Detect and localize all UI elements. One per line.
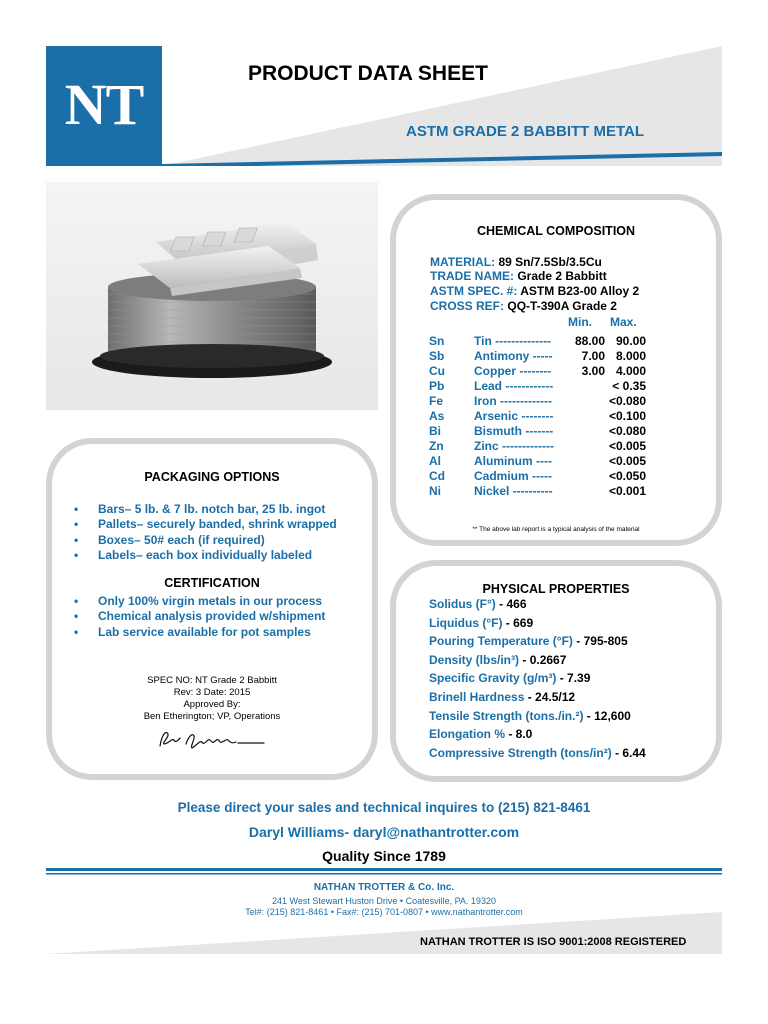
property-label: Brinell Hardness bbox=[429, 690, 525, 704]
element-row bbox=[0, 424, 768, 439]
element-name: Arsenic -------- bbox=[474, 409, 554, 423]
element-symbol: Fe bbox=[429, 394, 444, 408]
element-max: <0.100 bbox=[608, 409, 646, 423]
property-value: 669 bbox=[513, 615, 534, 630]
physical-property-row bbox=[429, 727, 532, 742]
cross-ref-line: CROSS REF: QQ-T-390A Grade 2 bbox=[430, 299, 617, 313]
property-separator: - bbox=[524, 690, 536, 704]
element-symbol: As bbox=[429, 409, 445, 423]
element-min: 3.00 bbox=[581, 364, 605, 378]
property-label: Specific Gravity (g/m³) bbox=[429, 671, 557, 686]
element-name: Nickel ---------- bbox=[474, 484, 553, 498]
property-value: 6.44 bbox=[622, 745, 646, 760]
element-max: < 0.35 bbox=[612, 379, 646, 393]
page-title: PRODUCT DATA SHEET bbox=[248, 62, 488, 85]
element-name: Aluminum ---- bbox=[474, 454, 552, 468]
element-symbol: Sn bbox=[429, 334, 445, 348]
min-header: Min. bbox=[568, 315, 592, 329]
element-min: 7.00 bbox=[581, 349, 605, 363]
element-max: <0.080 bbox=[608, 424, 646, 438]
product-subtitle: ASTM GRADE 2 BABBITT METAL bbox=[406, 123, 645, 140]
element-name: Tin -------------- bbox=[474, 334, 552, 348]
approver-name: Ben Etherington; VP, Operations bbox=[143, 711, 281, 722]
property-label: Pouring Temperature (°F) bbox=[429, 634, 573, 649]
element-name: Bismuth ------- bbox=[474, 424, 554, 438]
property-label: Solidus (F°) bbox=[429, 597, 496, 611]
element-max: <0.050 bbox=[608, 469, 646, 483]
element-symbol: Ni bbox=[429, 484, 441, 498]
contact-line: Please direct your sales and technical inquires to (215) 821-8461 bbox=[177, 800, 591, 815]
company-address: 241 West Stewart Huston Drive • Coatesville, PA. 19320 bbox=[272, 896, 496, 906]
material-line: MATERIAL: 89 Sn/7.5Sb/3.5Cu bbox=[430, 255, 602, 269]
property-value: 466 bbox=[506, 597, 527, 611]
property-separator: - bbox=[495, 597, 507, 611]
quality-tagline: Quality Since 1789 bbox=[322, 848, 446, 864]
contact-person: Daryl Williams- daryl@nathantrotter.com bbox=[248, 824, 520, 840]
company-phones: Tel#: (215) 821-8461 • Fax#: (215) 701-0807 • www.nathantrotter.com bbox=[245, 907, 523, 917]
element-name: Iron ------------- bbox=[474, 394, 552, 408]
property-value: 8.0 bbox=[515, 727, 533, 742]
property-value: 7.39 bbox=[567, 671, 591, 686]
physical-property-row bbox=[429, 746, 646, 761]
physical-property-row bbox=[429, 634, 628, 649]
element-symbol: Zn bbox=[429, 439, 444, 453]
property-separator: - bbox=[556, 671, 568, 686]
element-row bbox=[0, 409, 768, 424]
property-label: Density (lbs/in³) bbox=[429, 652, 520, 667]
element-row bbox=[0, 349, 768, 364]
element-name: Lead ------------ bbox=[474, 379, 554, 393]
element-symbol: Al bbox=[429, 454, 441, 468]
element-symbol: Pb bbox=[429, 379, 445, 393]
physical-property-row bbox=[429, 671, 590, 686]
property-value: 24.5/12 bbox=[535, 690, 576, 704]
property-label: Compressive Strength (tons/in²) bbox=[429, 745, 612, 760]
element-max: <0.080 bbox=[608, 394, 646, 408]
property-separator: - bbox=[572, 634, 584, 649]
property-separator: - bbox=[505, 727, 516, 742]
physical-property-row bbox=[429, 616, 533, 631]
element-name: Copper -------- bbox=[474, 364, 552, 378]
physical-property-row bbox=[429, 653, 566, 668]
certification-title: CERTIFICATION bbox=[164, 576, 260, 590]
astm-spec-line: ASTM SPEC. #: ASTM B23-00 Alloy 2 bbox=[430, 284, 640, 298]
element-max: <0.005 bbox=[608, 454, 646, 468]
trade-name-line: TRADE NAME: Grade 2 Babbitt bbox=[430, 269, 607, 283]
element-symbol: Sb bbox=[429, 349, 445, 363]
physical-property-row bbox=[429, 690, 575, 705]
element-name: Zinc ------------- bbox=[474, 439, 554, 453]
logo-text: NT bbox=[64, 72, 144, 137]
element-symbol: Cd bbox=[429, 469, 445, 483]
chemical-composition-title: CHEMICAL COMPOSITION bbox=[476, 224, 636, 238]
approved-by-label: Approved By: bbox=[183, 699, 241, 710]
property-label: Liquidus (°F) bbox=[429, 615, 503, 630]
property-value: 0.2667 bbox=[529, 652, 567, 667]
spec-number: SPEC NO: NT Grade 2 Babbitt bbox=[147, 675, 277, 686]
property-separator: - bbox=[583, 708, 595, 723]
element-row bbox=[0, 394, 768, 409]
property-value: 795-805 bbox=[583, 634, 628, 649]
physical-property-row bbox=[429, 597, 527, 612]
element-max: <0.001 bbox=[608, 484, 646, 498]
packaging-title: PACKAGING OPTIONS bbox=[144, 470, 280, 484]
property-separator: - bbox=[611, 745, 623, 760]
property-separator: - bbox=[502, 615, 514, 630]
element-max: 4.000 bbox=[615, 364, 646, 378]
element-symbol: Bi bbox=[429, 424, 441, 438]
revision-date: Rev: 3 Date: 2015 bbox=[173, 687, 251, 698]
element-row bbox=[0, 364, 768, 379]
element-max: <0.005 bbox=[608, 439, 646, 453]
element-min: 88.00 bbox=[574, 334, 605, 348]
chem-footnote: ** The above lab report is a typical analysis of the material bbox=[472, 526, 640, 533]
physical-property-row bbox=[429, 709, 631, 724]
property-label: Tensile Strength (tons./in.²) bbox=[429, 708, 584, 723]
element-name: Antimony ----- bbox=[474, 349, 553, 363]
property-value: 12,600 bbox=[594, 708, 631, 723]
physical-properties-title: PHYSICAL PROPERTIES bbox=[482, 582, 630, 596]
element-max: 90.00 bbox=[615, 334, 646, 348]
element-row bbox=[0, 379, 768, 394]
property-label: Elongation % bbox=[429, 727, 505, 742]
element-max: 8.000 bbox=[615, 349, 646, 363]
property-separator: - bbox=[519, 652, 530, 667]
element-symbol: Cu bbox=[429, 364, 445, 378]
company-name: NATHAN TROTTER & Co. Inc. bbox=[313, 882, 455, 893]
element-name: Cadmium ----- bbox=[474, 469, 552, 483]
iso-registration: NATHAN TROTTER IS ISO 9001:2008 REGISTERED bbox=[420, 936, 687, 948]
element-row bbox=[0, 334, 768, 349]
max-header: Max. bbox=[610, 315, 637, 329]
signature-image bbox=[156, 726, 268, 754]
